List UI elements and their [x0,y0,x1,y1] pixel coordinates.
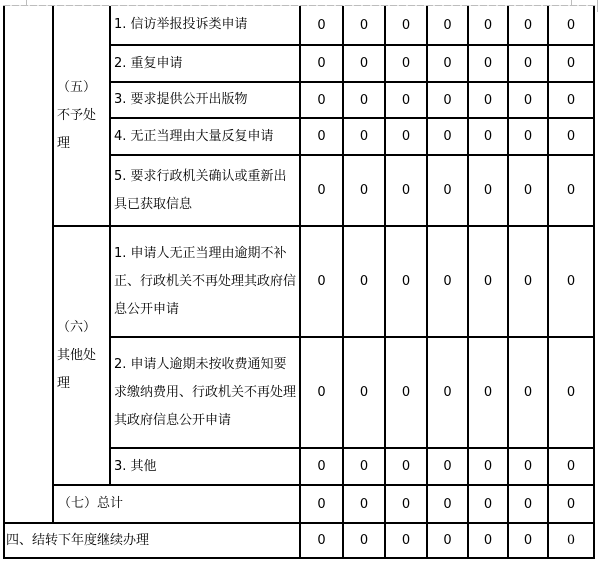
value-cell: 0 [343,45,385,82]
value-cell: 0 [548,226,594,337]
value-cell: 0 [300,485,343,523]
value-cell: 0 [300,448,343,485]
value-cell: 0 [427,118,468,155]
value-cell: 0 [343,226,385,337]
value-cell: 0 [300,82,343,118]
item-label-cell: 3. 其他 [110,448,300,485]
value-cell: 0 [300,523,343,558]
group-cell-not-processed: （五）不予处理 [53,6,110,226]
value-cell: 0 [343,523,385,558]
value-cell: 0 [343,82,385,118]
item-label-cell: 4. 无正当理由大量反复申请 [110,118,300,155]
value-cell: 0 [508,45,548,82]
value-cell: 0 [468,523,508,558]
value-cell: 0 [468,118,508,155]
value-cell: 0 [548,45,594,82]
value-cell: 0 [300,226,343,337]
value-cell: 0 [508,226,548,337]
value-cell: 0 [427,337,468,448]
merged-parent-category-cell [4,6,53,523]
value-cell: 0 [468,485,508,523]
value-cell: 0 [385,523,427,558]
value-cell: 0 [427,155,468,226]
value-cell: 0 [300,155,343,226]
value-cell: 0 [300,337,343,448]
value-cell: 0 [468,155,508,226]
value-cell: 0 [385,337,427,448]
value-cell: 0 [343,485,385,523]
value-cell: 0 [468,337,508,448]
value-cell: 0 [427,45,468,82]
value-cell: 0 [385,485,427,523]
value-cell: 0 [468,226,508,337]
table-row [4,485,594,523]
value-cell: 0 [343,337,385,448]
value-cell: 0 [548,82,594,118]
value-cell: 0 [508,523,548,558]
value-cell: 0 [508,6,548,45]
table-row [4,226,594,337]
value-cell: 0 [343,448,385,485]
value-cell: 0 [385,118,427,155]
item-label-cell: 1. 申请人无正当理由逾期不补正、行政机关不再处理其政府信息公开申请 [110,226,300,337]
value-cell: 0 [508,82,548,118]
value-cell: 0 [300,118,343,155]
item-label-cell: 1. 信访举报投诉类申请 [110,6,300,45]
value-cell: 0 [548,485,594,523]
item-label-cell: 3. 要求提供公开出版物 [110,82,300,118]
value-cell: 0 [468,6,508,45]
item-label-cell: 5. 要求行政机关确认或重新出具已获取信息 [110,155,300,226]
value-cell: 0 [300,6,343,45]
value-cell: 0 [548,155,594,226]
value-cell: 0 [508,337,548,448]
value-cell: 0 [385,155,427,226]
value-cell: 0 [385,226,427,337]
value-cell: 0 [385,448,427,485]
table-row [4,6,594,45]
value-cell: 0 [300,45,343,82]
group-cell-other-processing: （六）其他处理 [53,226,110,485]
value-cell: 0 [508,155,548,226]
value-cell: 0 [548,337,594,448]
value-cell: 0 [343,155,385,226]
value-cell: 0 [508,485,548,523]
value-cell: 0 [468,448,508,485]
remnant-gridline-tick-left [26,0,27,5]
table-row [4,523,594,558]
value-cell: 0 [427,485,468,523]
value-cell: 0 [548,523,594,558]
value-cell: 0 [508,118,548,155]
value-cell: 0 [548,448,594,485]
value-cell: 0 [385,6,427,45]
value-cell: 0 [508,448,548,485]
value-cell: 0 [343,118,385,155]
value-cell: 0 [427,82,468,118]
value-cell: 0 [468,45,508,82]
item-label-cell: 2. 重复申请 [110,45,300,82]
value-cell: 0 [385,45,427,82]
value-cell: 0 [427,226,468,337]
value-cell: 0 [427,523,468,558]
value-cell: 0 [385,82,427,118]
total-label-cell: （七）总计 [53,485,300,523]
value-cell: 0 [343,6,385,45]
value-cell: 0 [548,118,594,155]
item-label-cell: 2. 申请人逾期未按收费通知要求缴纳费用、行政机关不再处理其政府信息公开申请 [110,337,300,448]
value-cell: 0 [427,6,468,45]
remnant-gridline-tick-corner [597,0,598,12]
disclosure-report-table [3,6,595,559]
value-cell: 0 [548,6,594,45]
carryover-label-cell: 四、结转下年度继续办理 [4,523,300,558]
value-cell: 0 [427,448,468,485]
value-cell: 0 [468,82,508,118]
